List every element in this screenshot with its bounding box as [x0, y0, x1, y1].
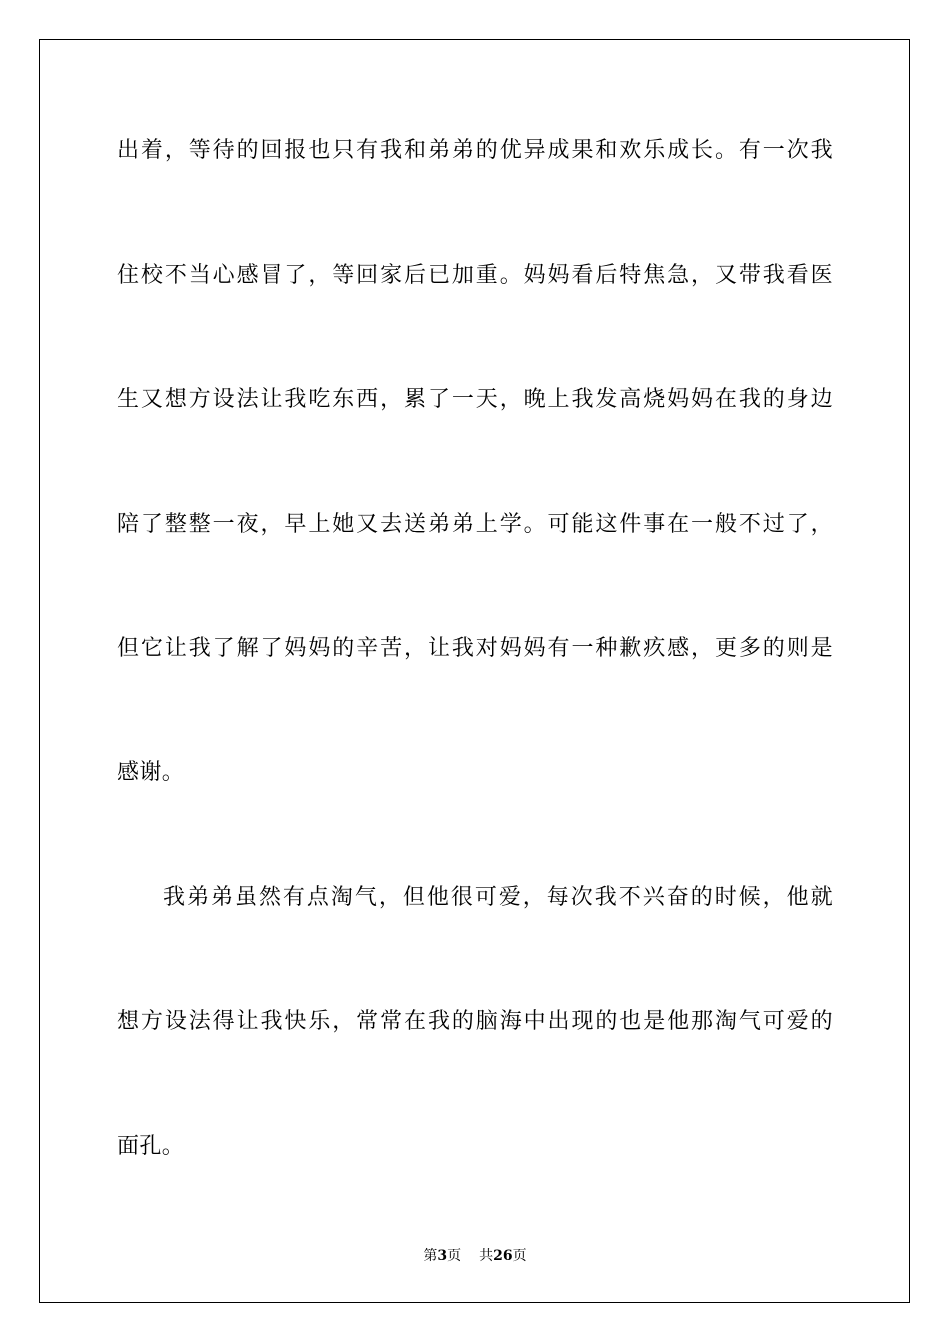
paragraph-line: 住校不当心感冒了，等回家后已加重。妈妈看后特焦急，又带我看医: [117, 263, 833, 288]
page-border: [39, 39, 910, 1303]
total-pages: 26: [493, 1248, 513, 1264]
paragraph-line: 出着，等待的回报也只有我和弟弟的优异成果和欢乐成长。有一次我: [117, 138, 833, 163]
total-label-suffix: 页: [512, 1248, 527, 1264]
page-label-suffix: 页: [447, 1248, 462, 1264]
paragraph-line: 想方设法得让我快乐，常常在我的脑海中出现的也是他那淘气可爱的: [117, 1009, 833, 1034]
paragraph-line: 面孔。: [117, 1134, 185, 1159]
page-footer: [0, 1246, 950, 1266]
page-number: 3: [437, 1248, 448, 1264]
total-label-prefix: 共: [479, 1248, 494, 1264]
paragraph-line: 生又想方设法让我吃东西，累了一天，晚上我发高烧妈妈在我的身边: [117, 387, 833, 412]
paragraph-line: 陪了整整一夜，早上她又去送弟弟上学。可能这件事在一般不过了，: [117, 512, 833, 537]
page-label-prefix: 第: [423, 1248, 438, 1264]
paragraph-line: 感谢。: [117, 760, 185, 785]
paragraph-line: 但它让我了解了妈妈的辛苦，让我对妈妈有一种歉疚感，更多的则是: [117, 636, 833, 661]
paragraph-line: 我弟弟虽然有点淘气，但他很可爱，每次我不兴奋的时候，他就: [163, 885, 833, 910]
